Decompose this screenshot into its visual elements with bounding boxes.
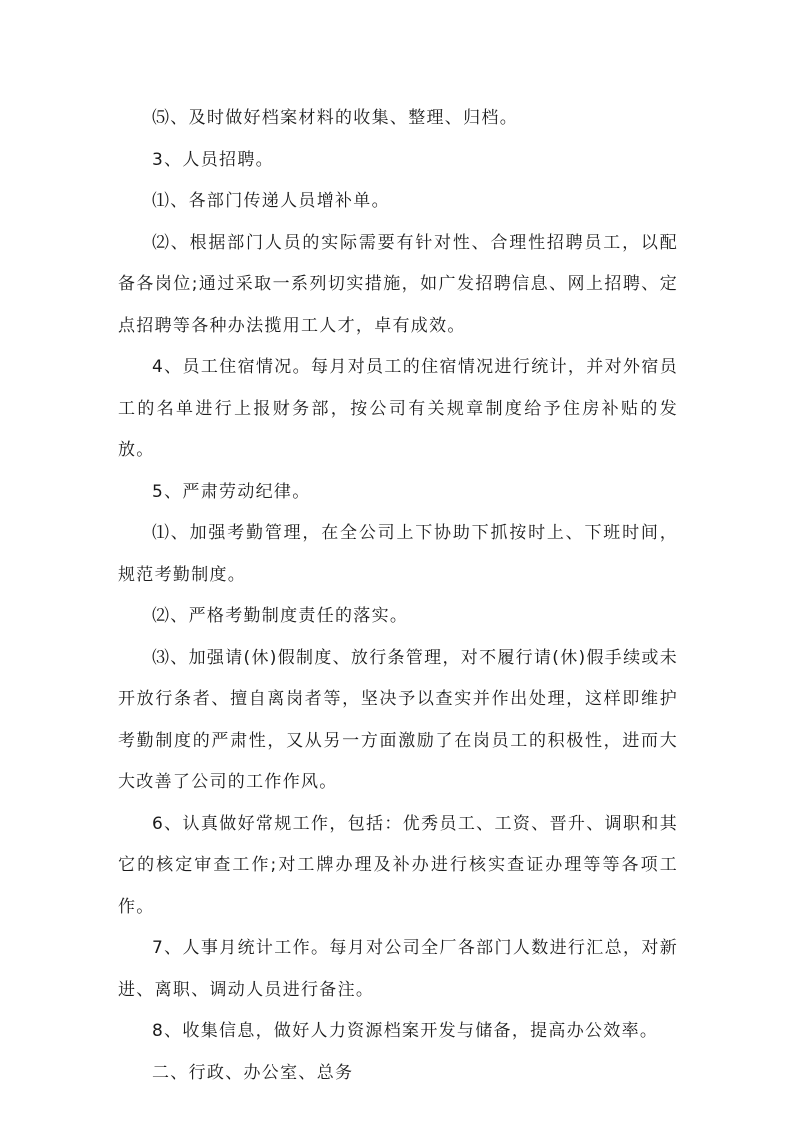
document-body [118,98,678,1094]
paragraph-monthly-statistics: 7、人事月统计工作。每月对公司全厂各部门人数进行汇总，对新进、离职、调动人员进行备注。 [118,938,678,1000]
paragraph-information-collection: 8、收集信息，做好人力资源档案开发与储备，提高办公效率。 [152,1021,659,1041]
paragraph-attendance-management: ⑴、加强考勤管理，在全公司上下协助下抓按时上、下班时间，规范考勤制度。 [118,523,678,585]
paragraph-staff-requisition: ⑴、各部门传递人员增补单。 [152,191,390,211]
paragraph-targeted-recruiting: ⑵、根据部门人员的实际需要有针对性、合理性招聘员工，以配备各岗位;通过采取一系列切实措施，如广发招聘信息、网上招聘、定点招聘等各种办法揽用工人才，卓有成效。 [118,232,678,336]
paragraph-attendance-responsibility: ⑵、严格考勤制度责任的落实。 [152,606,409,626]
paragraph-archive-filing: ⑸、及时做好档案材料的收集、整理、归档。 [152,108,518,128]
paragraph-accommodation: 4、员工住宿情况。每月对员工的住宿情况进行统计，并对外宿员工的名单进行上报财务部，按公司有关规章制度给予住房补贴的发放。 [118,357,678,460]
heading-labor-discipline: 5、严肃劳动纪律。 [152,481,311,502]
paragraph-leave-management: ⑶、加强请(休)假制度、放行条管理，对不履行请(休)假手续或未开放行条者、擅自离岗者等，坚决予以查实并作出处理，这样即维护考勤制度的严肃性，又从另一方面激励了在岗员工的积极性，进而大大改善了公司的工作作风。 [118,647,678,792]
heading-administration: 二、行政、办公室、总务 [152,1062,354,1083]
heading-recruitment: 3、人员招聘。 [152,149,274,170]
paragraph-routine-work: 6、认真做好常规工作，包括：优秀员工、工资、晋升、调职和其它的核定审查工作;对工牌办理及补办进行核实查证办理等等各项工作。 [118,813,678,917]
